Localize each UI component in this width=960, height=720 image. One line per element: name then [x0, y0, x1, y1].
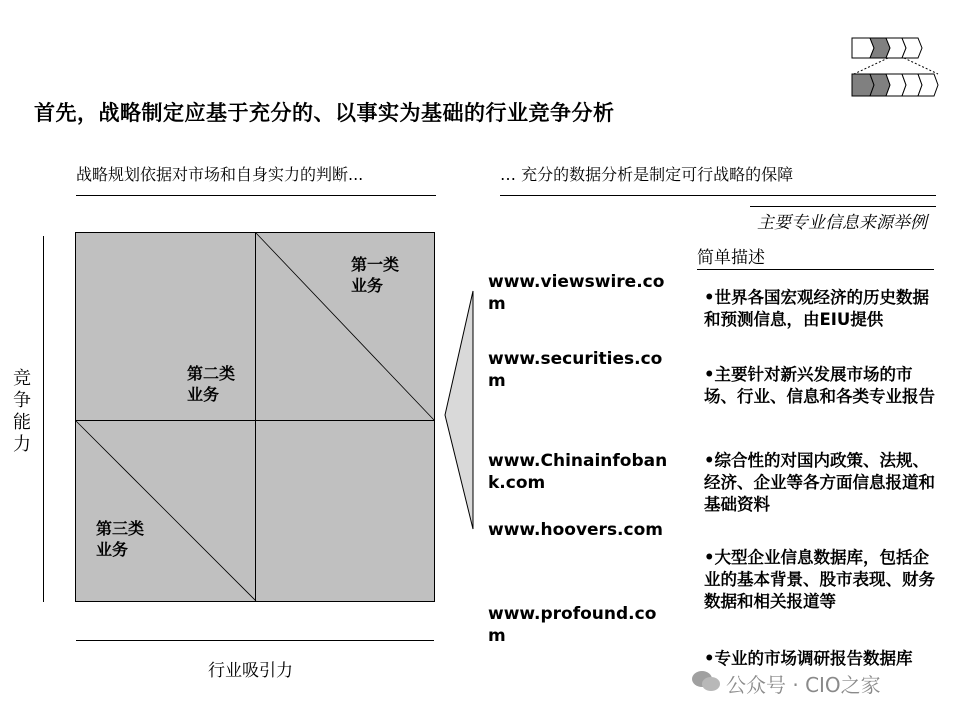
source-site-viewswire[interactable]: www.viewswire.com [488, 272, 665, 314]
watermark-text: 公众号 · CIO之家 [726, 673, 881, 697]
category-1-line2: 业务 [351, 276, 384, 295]
source-site-securities[interactable]: www.securities.com [488, 349, 663, 391]
category-2-line2: 业务 [187, 385, 220, 404]
wechat-icon [690, 668, 722, 694]
x-axis-label: 行业吸引力 [208, 661, 293, 681]
right-heading: … 充分的数据分析是制定可行战略的保障 [500, 165, 794, 184]
source-site-chinainfobank[interactable]: www.Chinainfobank.com [488, 451, 668, 493]
category-3-label [96, 518, 144, 560]
diagonal-bottom-left [76, 421, 256, 601]
source-description-hoovers: •大型企业信息数据库，包括企业的基本背景、股市表现、财务数据和相关报道等 [704, 548, 935, 611]
sources-tag-divider [750, 206, 936, 207]
sources-tag: 主要专业信息来源举例 [757, 213, 927, 233]
left-heading: 战略规划依据对市场和自身实力的判断... [76, 165, 364, 184]
description-heading-divider [697, 269, 934, 270]
source-description-profound: •专业的市场调研报告数据库 [704, 649, 913, 668]
source-description-chinainfobank: •综合性的对国内政策、法规、经济、企业等各方面信息报道和基础资料 [704, 451, 935, 514]
page-title: 首先，战略制定应基于充分的、以事实为基础的行业竞争分析 [34, 101, 615, 125]
category-1-label [351, 254, 399, 296]
x-axis-line [76, 640, 434, 641]
description-heading: 简单描述 [697, 248, 765, 268]
category-3-line2: 业务 [96, 540, 129, 559]
category-3-line1: 第三类 [96, 519, 145, 538]
y-axis-label: 竞争能力 [13, 368, 31, 455]
source-site-profound[interactable]: www.profound.com [488, 604, 657, 646]
callout-wedge [444, 290, 474, 530]
category-1-line1: 第一类 [351, 255, 400, 274]
source-description-securities: •主要针对新兴发展市场的市场、行业、信息和各类专业报告 [704, 365, 935, 406]
category-2-line1: 第二类 [187, 364, 236, 383]
source-site-hoovers[interactable]: www.hoovers.com [488, 520, 663, 540]
diagonal-top-right [256, 233, 434, 420]
category-2-label [187, 363, 235, 405]
source-description-viewswire: •世界各国宏观经济的历史数据和预测信息，由EIU提供 [704, 288, 930, 329]
